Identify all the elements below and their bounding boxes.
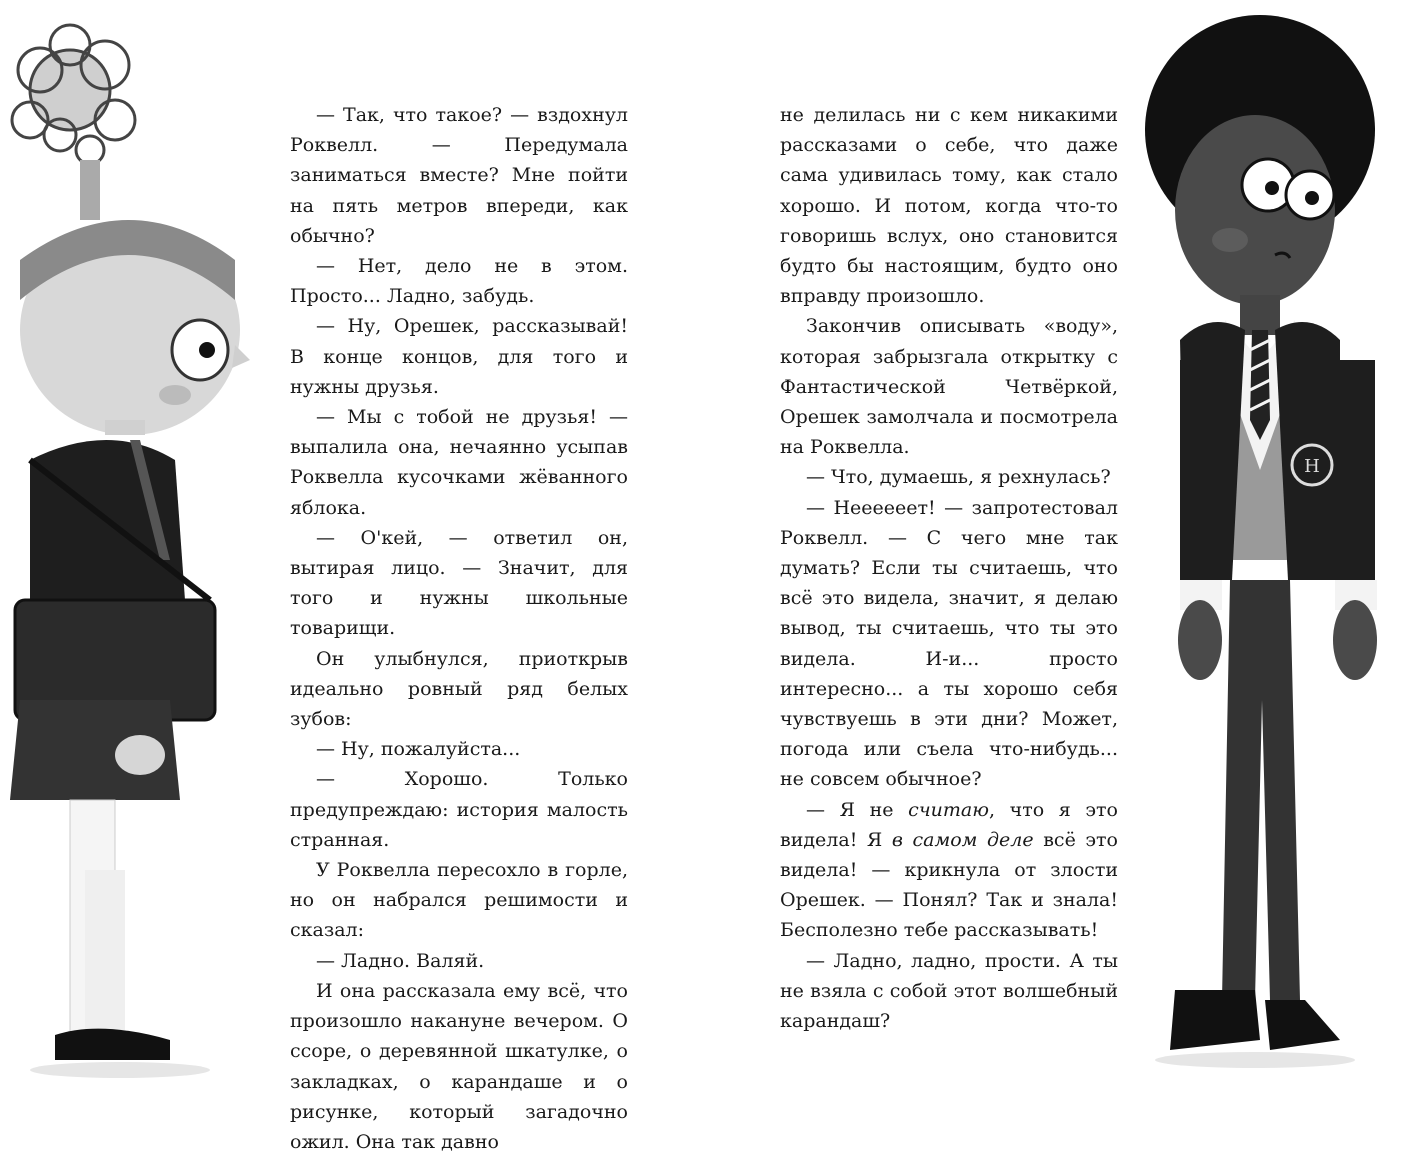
left-page-text	[290, 100, 628, 1157]
paragraph: — Неееееет! — запротестовал Роквелл. — С чего мне так думать? Если ты считаешь, что всё это видела, значит, я делаю вывод, ты считаешь, что ты это видела. И-и... просто интересно... а ты хорошо себя чувствуешь в эти дни? Может, погода или съела что-нибудь... не совсем обычное?	[780, 496, 1118, 791]
girl-illustration	[0, 0, 260, 1080]
text-run: — Я не	[806, 798, 909, 821]
text-run: , что я это видела! Я	[780, 798, 1118, 851]
paragraph: — Ладно. Валяй.	[316, 949, 485, 972]
paragraph: — Нет, дело не в этом. Просто... Ладно, забудь.	[290, 255, 628, 308]
paragraph-continuation: не делилась ни с кем никакими рассказами о себе, что даже сама удивилась тому, как стало хорошо. И потом, когда что-то говоришь вслух, оно становится будто бы настоящим, будто оно вправду произошло.	[780, 104, 1118, 308]
boy-figure-icon	[1140, 0, 1406, 1080]
paragraph: Закончив описывать «воду», которая забрызгала открытку с Фантастической Четвёркой, Орешек замолчала и посмотрела на Роквелла.	[780, 315, 1118, 459]
paragraph: — Ну, Орешек, рассказывай! В конце концов, для того и нужны друзья.	[290, 315, 628, 398]
right-page-text	[780, 100, 1118, 1036]
badge-letter: H	[1304, 456, 1320, 477]
paragraph: — Ладно, ладно, прости. А ты не взяла с собой этот волшебный карандаш?	[780, 949, 1118, 1033]
paragraph: — Хорошо. Только предупреждаю: история малость странная.	[290, 768, 628, 851]
paragraph: — Так, что такое? — вздохнул Роквелл. — Передумала заниматься вместе? Мне пойти на пять метров впереди, как обычно?	[290, 104, 628, 247]
paragraph-with-emphasis	[780, 795, 1118, 946]
emphasis-text: в самом деле	[891, 828, 1034, 851]
paragraph: — О'кей, — ответил он, вытирая лицо. — Значит, для того и нужны школьные товарищи.	[290, 526, 628, 640]
paragraph: Он улыбнулся, приоткрыв идеально ровный ряд белых зубов:	[290, 647, 628, 731]
girl-figure-icon	[0, 0, 260, 1080]
paragraph: И она рассказала ему всё, что произошло накануне вечером. О ссоре, о деревянной шкатулке, о закладках, о карандаше и о рисунке, который загадочно ожил. Она так давно	[290, 979, 628, 1153]
text-run: всё это видела! — крикнула от злости Орешек. — Понял? Так и знала! Бесполезно тебе рассказывать!	[780, 828, 1118, 942]
paragraph: — Ну, пожалуйста...	[316, 738, 521, 761]
paragraph: — Что, думаешь, я рехнулась?	[806, 466, 1111, 489]
paragraph: — Мы с тобой не друзья! — выпалила она, нечаянно усыпав Роквелла кусочками жёванного яблока.	[290, 406, 628, 519]
emphasis-text: считаю	[908, 798, 989, 821]
paragraph: У Роквелла пересохло в горле, но он набрался решимости и сказал:	[290, 859, 628, 942]
boy-illustration	[1140, 0, 1406, 1080]
